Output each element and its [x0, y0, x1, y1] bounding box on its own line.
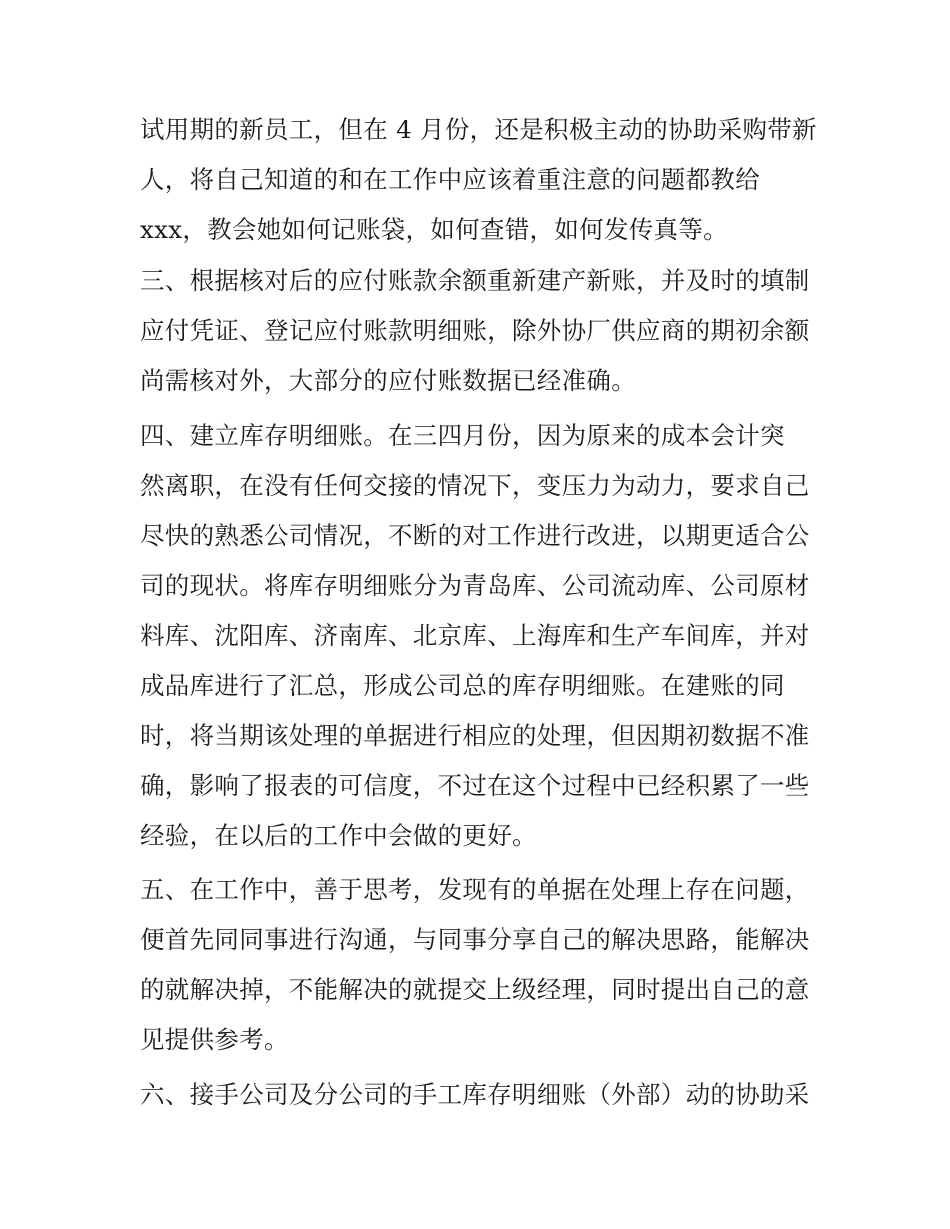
- section-five-line: 五、在工作中，善于思考，发现有的单据在处理上存在问题，: [140, 875, 810, 904]
- text-line: 确，影响了报表的可信度，不过在这个过程中已经积累了一些: [140, 771, 810, 800]
- section-three-line: 三、根据核对后的应付账款余额重新建产新账，并及时的填制: [140, 266, 810, 295]
- text-line: 尽快的熟悉公司情况，不断的对工作进行改进，以期更适合公: [140, 521, 810, 550]
- text-line: 的就解决掉，不能解决的就提交上级经理，同时提出自己的意: [140, 975, 810, 1004]
- section-four-line: 四、建立库存明细账。在三四月份，因为原来的成本会计突: [140, 421, 785, 450]
- text-line: 应付凭证、登记应付账款明细账，除外协厂供应商的期初余额: [140, 316, 810, 345]
- text-line: 成品库进行了汇总，形成公司总的库存明细账。在建账的同: [140, 671, 785, 700]
- text-line: 经验，在以后的工作中会做的更好。: [140, 821, 537, 850]
- text-line: xxx，教会她如何记账袋，如何查错，如何发传真等。: [140, 215, 728, 244]
- text-line: 然离职，在没有任何交接的情况下，变压力为动力，要求自己: [140, 471, 810, 500]
- text-line: 便首先同同事进行沟通，与同事分享自己的解决思路，能解决: [140, 925, 810, 954]
- text-line: 尚需核对外，大部分的应付账数据已经准确。: [140, 366, 636, 395]
- text-line: 人，将自己知道的和在工作中应该着重注意的问题都教给: [140, 165, 760, 194]
- text-line: 时，将当期该处理的单据进行相应的处理，但因期初数据不准: [140, 721, 810, 750]
- text-line: 料库、沈阳库、济南库、北京库、上海库和生产车间库，并对: [140, 621, 810, 650]
- section-six-line: 六、接手公司及分公司的手工库存明细账（外部）动的协助采: [140, 1080, 810, 1109]
- text-line: 见提供参考。: [140, 1025, 289, 1054]
- text-line: 试用期的新员工，但在 4 月份，还是积极主动的协助采购带新: [140, 115, 817, 144]
- text-line: 司的现状。将库存明细账分为青岛库、公司流动库、公司原材: [140, 571, 810, 600]
